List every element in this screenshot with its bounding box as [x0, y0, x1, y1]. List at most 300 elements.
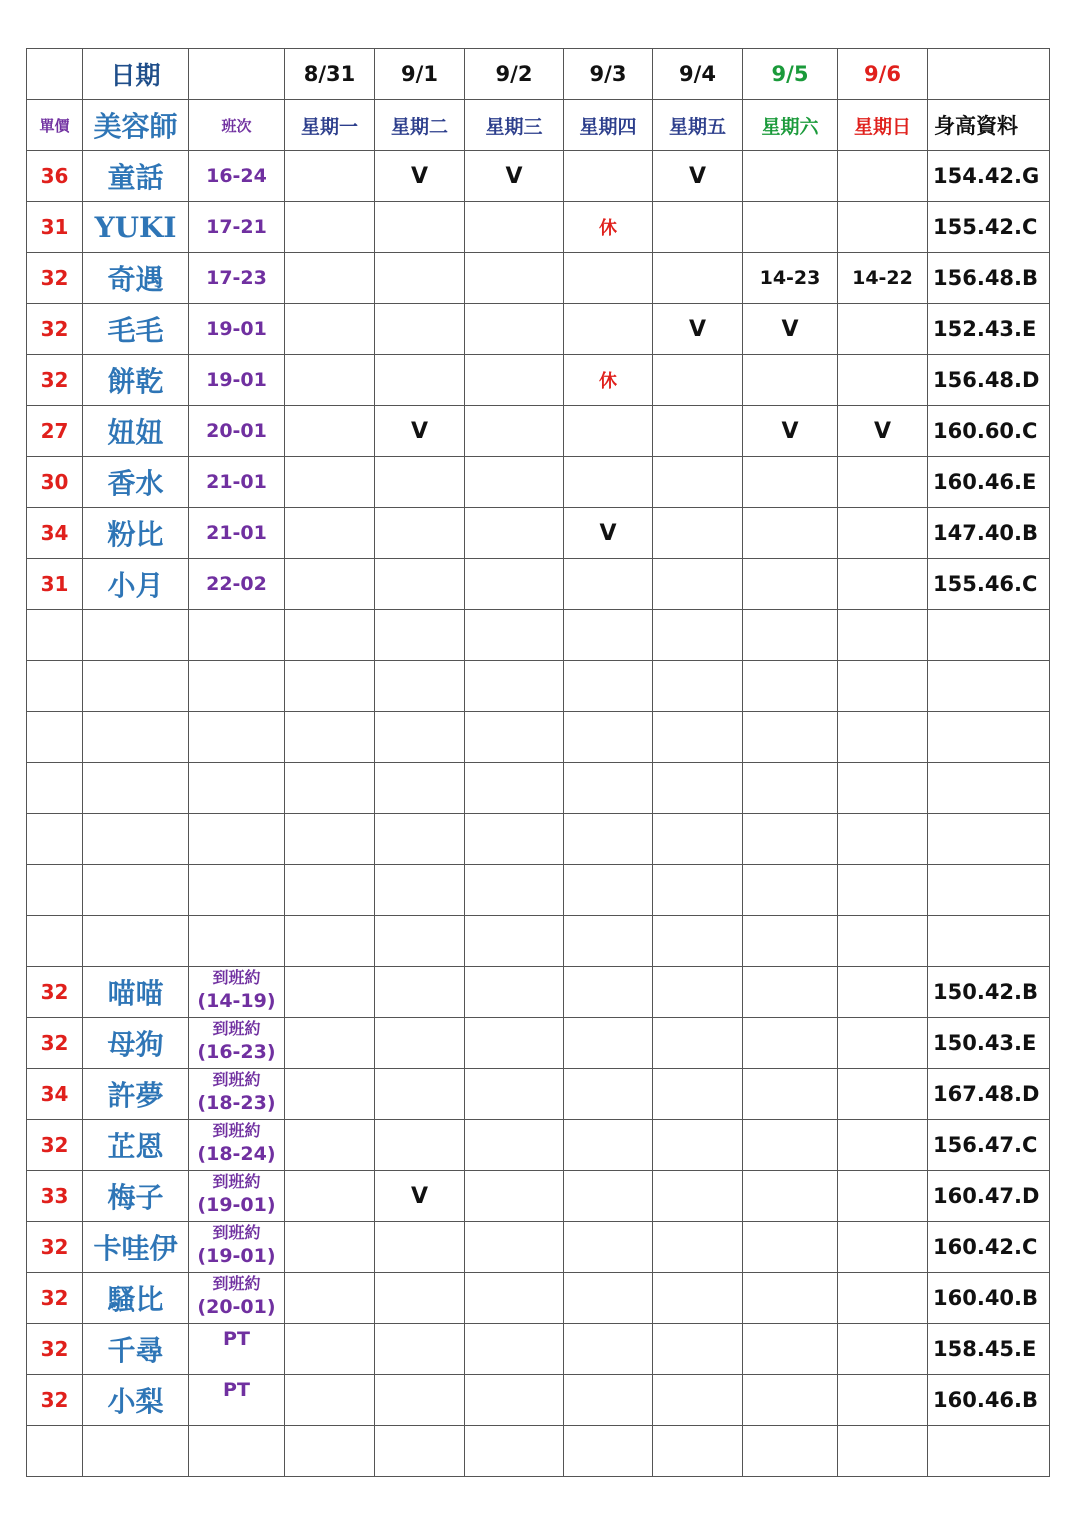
table-row — [27, 508, 1050, 559]
day-cell — [653, 253, 743, 304]
empty-cell — [285, 712, 375, 763]
height-cell: 150.43.E — [928, 1018, 1050, 1069]
empty-cell — [564, 916, 653, 967]
table-row — [27, 1120, 1050, 1171]
shift-note — [189, 1273, 284, 1323]
beautician-name: 卡哇伊 — [83, 1222, 189, 1273]
day-cell — [285, 1273, 375, 1324]
name-column-header: 美容師 — [83, 100, 189, 151]
price-cell: 31 — [27, 202, 83, 253]
day-cell — [838, 508, 928, 559]
weekday-header-row — [27, 100, 1050, 151]
price-cell: 34 — [27, 508, 83, 559]
day-cell — [465, 1069, 564, 1120]
empty-row — [27, 916, 1050, 967]
day-cell: V — [653, 151, 743, 202]
day-cell — [465, 1375, 564, 1426]
table-row — [27, 355, 1050, 406]
empty-cell — [653, 916, 743, 967]
price-cell: 32 — [27, 1273, 83, 1324]
empty-cell — [375, 865, 465, 916]
empty-cell — [27, 865, 83, 916]
empty-row — [27, 610, 1050, 661]
table-row — [27, 1171, 1050, 1222]
shift-note — [189, 1171, 284, 1221]
day-cell — [465, 304, 564, 355]
arrival-time: (19-01) — [197, 1194, 276, 1216]
table-row — [27, 1222, 1050, 1273]
beautician-name: 許夢 — [83, 1069, 189, 1120]
day-cell — [838, 304, 928, 355]
shift-cell — [189, 1120, 285, 1171]
day-cell — [838, 559, 928, 610]
shift-note — [189, 1018, 284, 1068]
empty-cell — [189, 865, 285, 916]
beautician-name: 梅子 — [83, 1171, 189, 1222]
day-cell — [465, 457, 564, 508]
empty-cell — [465, 865, 564, 916]
height-cell: 155.46.C — [928, 559, 1050, 610]
empty-cell — [285, 661, 375, 712]
empty-cell — [465, 1426, 564, 1477]
day-cell — [285, 406, 375, 457]
shift-cell — [189, 1069, 285, 1120]
arrival-label: 到班約 — [212, 968, 261, 987]
day-cell — [838, 1273, 928, 1324]
shift-cell: 20-01 — [189, 406, 285, 457]
empty-cell — [928, 763, 1050, 814]
day-cell — [838, 1120, 928, 1171]
date-label: 日期 — [83, 49, 189, 100]
empty-cell — [653, 712, 743, 763]
empty-cell — [83, 1426, 189, 1477]
empty-cell — [83, 916, 189, 967]
day-cell — [653, 202, 743, 253]
day-cell — [465, 1018, 564, 1069]
day-cell — [285, 253, 375, 304]
day-cell — [285, 967, 375, 1018]
height-cell: 152.43.E — [928, 304, 1050, 355]
arrival-time: (20-01) — [197, 1296, 276, 1318]
day-cell — [653, 355, 743, 406]
day-cell — [285, 559, 375, 610]
shift-cell: 17-21 — [189, 202, 285, 253]
table-row — [27, 304, 1050, 355]
day-cell: V — [743, 406, 838, 457]
day-cell — [743, 1069, 838, 1120]
day-cell — [465, 355, 564, 406]
day-cell — [743, 1120, 838, 1171]
arrival-time: (19-01) — [197, 1245, 276, 1267]
beautician-name: 妞妞 — [83, 406, 189, 457]
empty-row — [27, 865, 1050, 916]
day-cell — [465, 559, 564, 610]
height-cell: 154.42.G — [928, 151, 1050, 202]
empty-cell — [928, 916, 1050, 967]
day-cell — [743, 151, 838, 202]
day-cell — [653, 1018, 743, 1069]
day-cell — [564, 559, 653, 610]
beautician-name: 芷恩 — [83, 1120, 189, 1171]
empty-cell — [743, 763, 838, 814]
empty-cell — [653, 610, 743, 661]
shift-cell — [189, 1018, 285, 1069]
arrival-label: 到班約 — [212, 1070, 261, 1089]
empty-cell — [564, 865, 653, 916]
part-time-label: PT — [223, 1379, 250, 1401]
beautician-name: 奇遇 — [83, 253, 189, 304]
day-cell: V — [375, 406, 465, 457]
arrival-label: 到班約 — [212, 1172, 261, 1191]
day-cell — [465, 1273, 564, 1324]
empty-cell — [465, 712, 564, 763]
empty-cell — [285, 1426, 375, 1477]
day-cell — [285, 304, 375, 355]
height-cell: 160.60.C — [928, 406, 1050, 457]
price-cell: 31 — [27, 559, 83, 610]
day-cell — [285, 1375, 375, 1426]
empty-cell — [564, 763, 653, 814]
beautician-name: 小梨 — [83, 1375, 189, 1426]
day-cell — [375, 1324, 465, 1375]
empty-cell — [564, 610, 653, 661]
weekday-header: 星期一 — [285, 100, 375, 151]
day-cell — [838, 1324, 928, 1375]
day-cell — [564, 151, 653, 202]
beautician-name: 餅乾 — [83, 355, 189, 406]
table-row — [27, 1069, 1050, 1120]
empty-cell — [189, 814, 285, 865]
height-cell: 160.46.E — [928, 457, 1050, 508]
day-cell — [743, 1018, 838, 1069]
day-cell: V — [653, 304, 743, 355]
empty-cell — [27, 916, 83, 967]
price-cell: 33 — [27, 1171, 83, 1222]
price-cell: 32 — [27, 1120, 83, 1171]
empty-cell — [653, 661, 743, 712]
date-cell: 8/31 — [285, 49, 375, 100]
empty-cell — [83, 763, 189, 814]
height-cell: 147.40.B — [928, 508, 1050, 559]
height-cell: 160.42.C — [928, 1222, 1050, 1273]
day-cell: V — [838, 406, 928, 457]
height-cell: 155.42.C — [928, 202, 1050, 253]
corner-cell — [27, 49, 83, 100]
day-cell: V — [465, 151, 564, 202]
day-cell — [838, 1018, 928, 1069]
beautician-name: 毛毛 — [83, 304, 189, 355]
beautician-name: 童話 — [83, 151, 189, 202]
empty-cell — [83, 661, 189, 712]
day-cell — [375, 457, 465, 508]
day-cell — [465, 406, 564, 457]
price-column-header: 單價 — [27, 100, 83, 151]
shift-note — [189, 1069, 284, 1119]
day-cell: 休 — [564, 355, 653, 406]
day-cell — [465, 508, 564, 559]
height-cell: 160.47.D — [928, 1171, 1050, 1222]
empty-cell — [928, 661, 1050, 712]
empty-row — [27, 661, 1050, 712]
day-cell — [375, 508, 465, 559]
day-cell — [564, 457, 653, 508]
shift-cell — [189, 1171, 285, 1222]
empty-row — [27, 1426, 1050, 1477]
day-cell — [743, 1375, 838, 1426]
height-cell: 156.47.C — [928, 1120, 1050, 1171]
day-cell — [743, 202, 838, 253]
empty-cell — [838, 1426, 928, 1477]
arrival-time: (16-23) — [197, 1041, 276, 1063]
shift-cell: 22-02 — [189, 559, 285, 610]
empty-row — [27, 763, 1050, 814]
empty-cell — [27, 1426, 83, 1477]
empty-cell — [83, 712, 189, 763]
weekday-header: 星期四 — [564, 100, 653, 151]
day-cell — [465, 202, 564, 253]
beautician-name: 喵喵 — [83, 967, 189, 1018]
table-row — [27, 967, 1050, 1018]
empty-cell — [189, 916, 285, 967]
price-cell: 32 — [27, 1018, 83, 1069]
day-cell — [653, 1375, 743, 1426]
day-cell — [564, 1069, 653, 1120]
date-header-row — [27, 49, 1050, 100]
empty-cell — [838, 610, 928, 661]
empty-cell — [465, 916, 564, 967]
day-cell — [653, 1222, 743, 1273]
empty-cell — [27, 661, 83, 712]
day-cell — [743, 967, 838, 1018]
price-cell: 27 — [27, 406, 83, 457]
price-cell: 32 — [27, 1222, 83, 1273]
day-cell — [564, 1171, 653, 1222]
empty-cell — [375, 610, 465, 661]
day-cell — [375, 253, 465, 304]
day-cell — [564, 1018, 653, 1069]
empty-cell — [743, 916, 838, 967]
empty-cell — [375, 1426, 465, 1477]
beautician-name: 千尋 — [83, 1324, 189, 1375]
day-cell — [838, 151, 928, 202]
beautician-name: 粉比 — [83, 508, 189, 559]
empty-cell — [653, 763, 743, 814]
empty-cell — [375, 814, 465, 865]
day-cell — [285, 1222, 375, 1273]
day-cell — [465, 1120, 564, 1171]
day-cell: V — [375, 151, 465, 202]
empty-cell — [838, 712, 928, 763]
empty-cell — [743, 814, 838, 865]
day-cell — [375, 1120, 465, 1171]
day-cell — [375, 202, 465, 253]
table-row — [27, 202, 1050, 253]
empty-row — [27, 712, 1050, 763]
price-cell: 36 — [27, 151, 83, 202]
price-cell: 32 — [27, 1324, 83, 1375]
empty-cell — [564, 712, 653, 763]
day-cell — [285, 457, 375, 508]
day-cell — [743, 1171, 838, 1222]
day-cell — [838, 1069, 928, 1120]
day-cell — [838, 355, 928, 406]
day-cell: V — [743, 304, 838, 355]
day-cell — [653, 1171, 743, 1222]
shift-cell — [189, 1324, 285, 1375]
day-cell — [465, 253, 564, 304]
beautician-name: 母狗 — [83, 1018, 189, 1069]
price-cell: 34 — [27, 1069, 83, 1120]
empty-cell — [743, 865, 838, 916]
empty-cell — [928, 814, 1050, 865]
day-cell — [564, 304, 653, 355]
empty-cell — [189, 1426, 285, 1477]
day-cell — [743, 1324, 838, 1375]
day-cell — [465, 967, 564, 1018]
beautician-name: YUKI — [83, 202, 189, 253]
empty-cell — [838, 865, 928, 916]
day-cell — [285, 1171, 375, 1222]
shift-cell: 17-23 — [189, 253, 285, 304]
weekday-header: 星期二 — [375, 100, 465, 151]
height-cell: 158.45.E — [928, 1324, 1050, 1375]
empty-cell — [928, 610, 1050, 661]
day-cell — [838, 202, 928, 253]
shift-cell: 21-01 — [189, 508, 285, 559]
day-cell — [653, 1324, 743, 1375]
day-cell: 14-23 — [743, 253, 838, 304]
arrival-label: 到班約 — [212, 1274, 261, 1293]
height-cell: 156.48.D — [928, 355, 1050, 406]
day-cell — [285, 1120, 375, 1171]
empty-cell — [465, 661, 564, 712]
empty-cell — [465, 763, 564, 814]
empty-cell — [465, 610, 564, 661]
day-cell — [838, 1375, 928, 1426]
empty-cell — [928, 712, 1050, 763]
empty-cell — [375, 763, 465, 814]
day-cell — [838, 1171, 928, 1222]
empty-cell — [653, 865, 743, 916]
price-cell: 30 — [27, 457, 83, 508]
day-cell — [465, 1171, 564, 1222]
price-cell: 32 — [27, 304, 83, 355]
empty-cell — [743, 661, 838, 712]
shift-cell: 16-24 — [189, 151, 285, 202]
date-cell: 9/4 — [653, 49, 743, 100]
empty-cell — [465, 814, 564, 865]
day-cell — [653, 1273, 743, 1324]
day-cell — [653, 1120, 743, 1171]
day-cell — [653, 967, 743, 1018]
empty-cell — [653, 1426, 743, 1477]
empty-cell — [838, 814, 928, 865]
height-cell: 167.48.D — [928, 1069, 1050, 1120]
weekday-header: 星期五 — [653, 100, 743, 151]
empty-cell — [27, 712, 83, 763]
shift-note — [189, 967, 284, 1017]
arrival-label: 到班約 — [212, 1121, 261, 1140]
table-row — [27, 1324, 1050, 1375]
day-cell — [375, 1273, 465, 1324]
height-cell: 160.46.B — [928, 1375, 1050, 1426]
beautician-name: 小月 — [83, 559, 189, 610]
empty-cell — [838, 916, 928, 967]
part-time-label: PT — [223, 1328, 250, 1350]
empty-cell — [743, 1426, 838, 1477]
day-cell: 休 — [564, 202, 653, 253]
day-cell — [653, 508, 743, 559]
day-cell — [653, 559, 743, 610]
empty-cell — [653, 814, 743, 865]
price-cell: 32 — [27, 253, 83, 304]
day-cell — [375, 559, 465, 610]
empty-cell — [285, 763, 375, 814]
empty-cell — [285, 865, 375, 916]
height-column-header: 身高資料 — [928, 100, 1050, 151]
empty-cell — [189, 661, 285, 712]
day-cell — [564, 406, 653, 457]
arrival-label: 到班約 — [212, 1223, 261, 1242]
empty-cell — [83, 610, 189, 661]
weekday-header-saturday: 星期六 — [743, 100, 838, 151]
day-cell — [465, 1222, 564, 1273]
date-cell: 9/1 — [375, 49, 465, 100]
weekday-header-sunday: 星期日 — [838, 100, 928, 151]
day-cell: V — [564, 508, 653, 559]
empty-cell — [564, 661, 653, 712]
empty-cell — [375, 916, 465, 967]
empty-cell — [838, 763, 928, 814]
day-cell: 14-22 — [838, 253, 928, 304]
empty-cell — [375, 712, 465, 763]
empty-cell — [83, 814, 189, 865]
day-cell — [653, 406, 743, 457]
arrival-time: (18-23) — [197, 1092, 276, 1114]
date-cell: 9/2 — [465, 49, 564, 100]
day-cell — [285, 355, 375, 406]
day-cell — [564, 1324, 653, 1375]
day-cell — [375, 967, 465, 1018]
day-cell — [743, 355, 838, 406]
day-cell — [743, 1222, 838, 1273]
shift-cell: 19-01 — [189, 355, 285, 406]
shift-column-header: 班次 — [189, 100, 285, 151]
date-cell: 9/3 — [564, 49, 653, 100]
empty-cell — [375, 661, 465, 712]
day-cell — [285, 1018, 375, 1069]
day-cell — [465, 1324, 564, 1375]
empty-cell — [285, 610, 375, 661]
height-cell: 160.40.B — [928, 1273, 1050, 1324]
shift-note — [189, 1120, 284, 1170]
shift-cell — [189, 1375, 285, 1426]
price-cell: 32 — [27, 1375, 83, 1426]
day-cell — [653, 457, 743, 508]
table-row — [27, 253, 1050, 304]
day-cell — [285, 1324, 375, 1375]
height-cell: 156.48.B — [928, 253, 1050, 304]
empty-cell — [743, 610, 838, 661]
table-row — [27, 1273, 1050, 1324]
day-cell — [564, 1273, 653, 1324]
empty-cell — [189, 763, 285, 814]
day-cell — [743, 457, 838, 508]
shift-cell — [189, 1222, 285, 1273]
arrival-label: 到班約 — [212, 1019, 261, 1038]
day-cell — [653, 1069, 743, 1120]
empty-cell — [285, 916, 375, 967]
